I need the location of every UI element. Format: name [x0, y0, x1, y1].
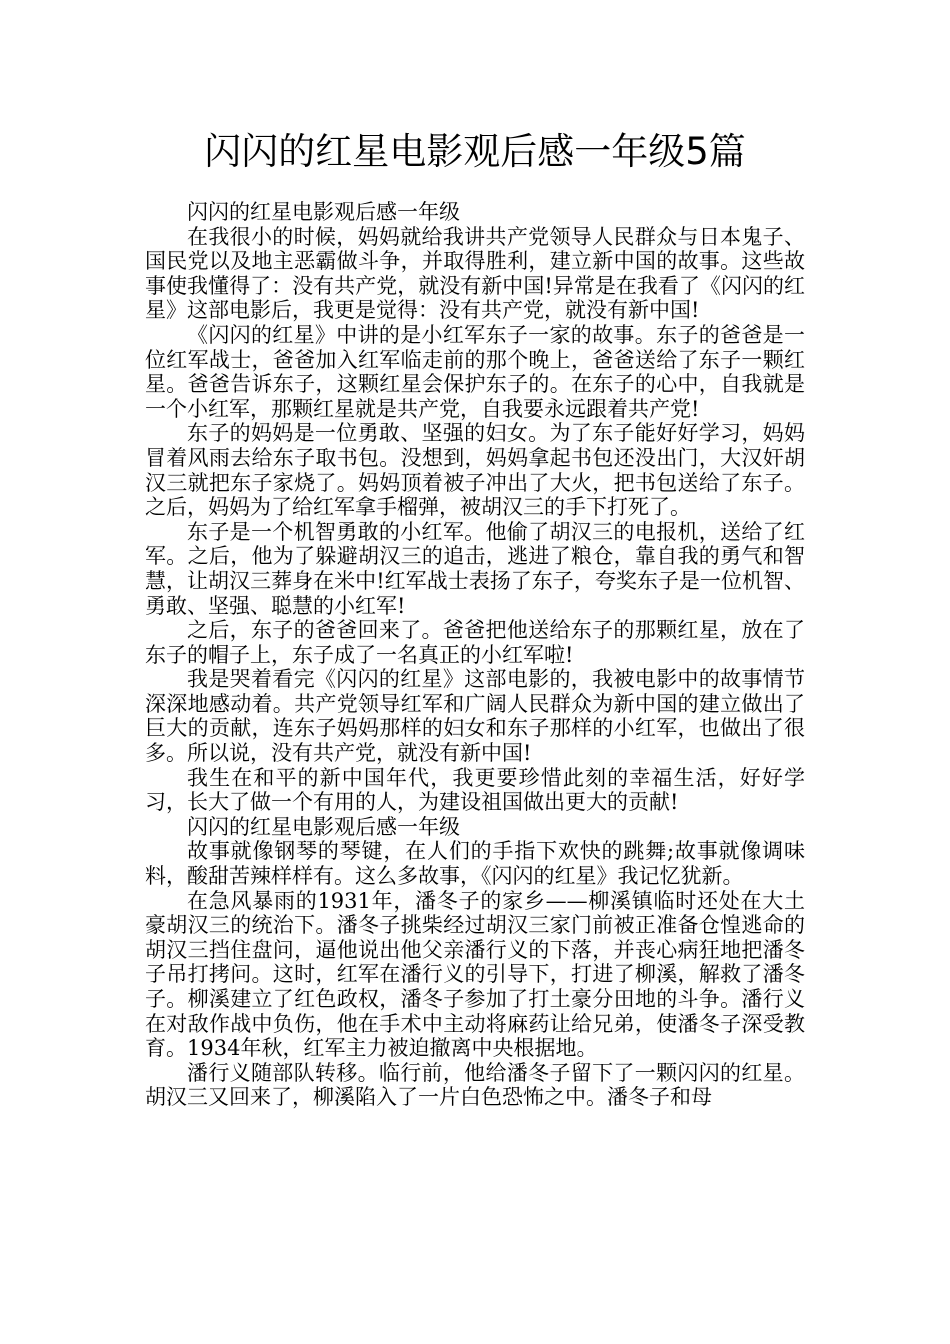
section-heading: 闪闪的红星电影观后感一年级 [187, 200, 460, 224]
body-paragraph: 之后，东子的爸爸回来了。爸爸把他送给东子的那颗红星，放在了东子的帽子上，东子成了一名真正的小红军啦! [145, 618, 805, 667]
body-paragraph: 东子是一个机智勇敢的小红军。他偷了胡汉三的电报机，送给了红军。之后，他为了躲避胡汉三的追击，逃进了粮仓，靠自我的勇气和智慧，让胡汉三葬身在米中!红军战士表扬了东子，夸奖东子是一位机智、勇敢、坚强、聪慧的小红军! [145, 519, 805, 618]
document-body [145, 200, 805, 1110]
body-paragraph: 东子的妈妈是一位勇敢、坚强的妇女。为了东子能好好学习，妈妈冒着风雨去给东子取书包。没想到，妈妈拿起书包还没出门，大汉奸胡汉三就把东子家烧了。妈妈顶着被子冲出了大火，把书包送给了东子。之后，妈妈为了给红军拿手榴弹，被胡汉三的手下打死了。 [145, 421, 805, 520]
body-paragraph: 在急风暴雨的1931年，潘冬子的家乡——柳溪镇临时还处在大土豪胡汉三的统治下。潘冬子挑柴经过胡汉三家门前被正准备仓惶逃命的胡汉三挡住盘问，逼他说出他父亲潘行义的下落，并丧心病狂地把潘冬子吊打拷问。这时，红军在潘行义的引导下，打进了柳溪，解救了潘冬子。柳溪建立了红色政权，潘冬子参加了打土豪分田地的斗争。潘行义在对敌作战中负伤，他在手术中主动将麻药让给兄弟，使潘冬子深受教育。1934年秋，红军主力被迫撤离中央根据地。 [145, 888, 805, 1061]
body-paragraph: 在我很小的时候，妈妈就给我讲共产党领导人民群众与日本鬼子、国民党以及地主恶霸做斗争，并取得胜利，建立新中国的故事。这些故事使我懂得了：没有共产党，就没有新中国!异常是在我看了《闪闪的红星》这部电影后，我更是觉得：没有共产党，就没有新中国! [145, 224, 805, 323]
document-title: 闪闪的红星电影观后感一年级5篇 [204, 130, 746, 173]
body-paragraph: 《闪闪的红星》中讲的是小红军东子一家的故事。东子的爸爸是一位红军战士，爸爸加入红军临走前的那个晚上，爸爸送给了东子一颗红星。爸爸告诉东子，这颗红星会保护东子的。在东子的心中，自我就是一个小红军，那颗红星就是共产党，自我要永远跟着共产党! [145, 322, 805, 421]
body-paragraph: 故事就像钢琴的琴键，在人们的手指下欢快的跳舞;故事就像调味料，酸甜苦辣样样有。这么多故事，《闪闪的红星》我记忆犹新。 [145, 839, 805, 889]
section-heading: 闪闪的红星电影观后感一年级 [187, 814, 460, 839]
body-paragraph: 我是哭着看完《闪闪的红星》这部电影的，我被电影中的故事情节深深地感动着。共产党领导红军和广阔人民群众为新中国的建立做出了巨大的贡献，连东子妈妈那样的妇女和东子那样的小红军，也做出了很多。所以说，没有共产党，就没有新中国! [145, 667, 805, 766]
body-paragraph: 潘行义随部队转移。临行前，他给潘冬子留下了一颗闪闪的红星。胡汉三又回来了，柳溪陷入了一片白色恐怖之中。潘冬子和母 [145, 1060, 805, 1110]
body-paragraph: 我生在和平的新中国年代，我更要珍惜此刻的幸福生活，好好学习，长大了做一个有用的人，为建设祖国做出更大的贡献! [145, 765, 805, 815]
